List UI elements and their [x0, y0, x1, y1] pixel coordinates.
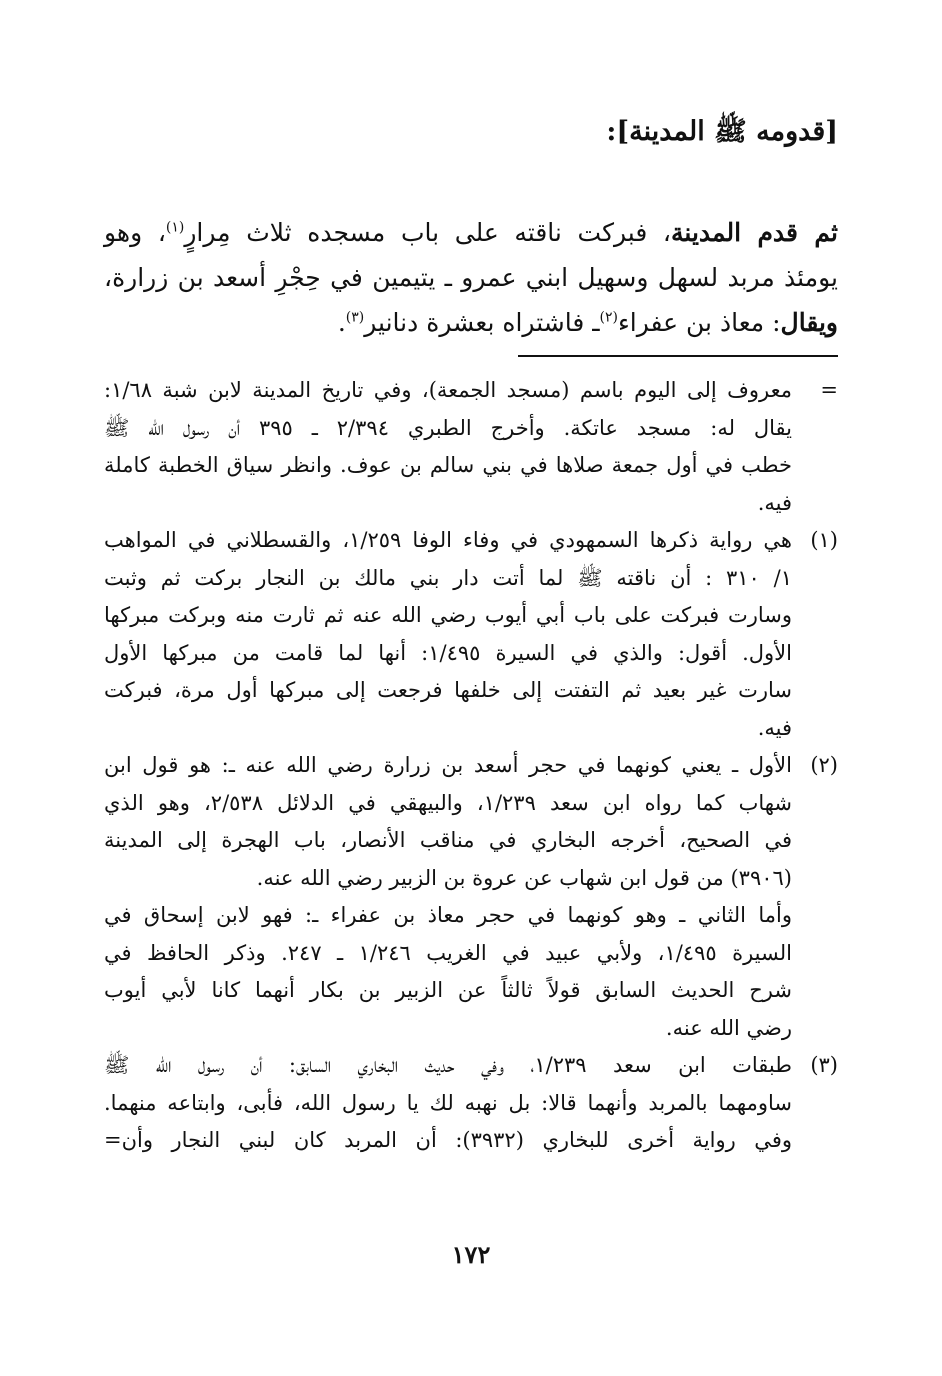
main-text-span: ، وهو	[104, 218, 166, 247]
footnote-marker: (٣)	[810, 1053, 838, 1077]
footnote-2	[104, 747, 838, 1047]
main-text-span: : معاذ بن عفراء	[618, 308, 781, 337]
footnote-line: طبقات ابن سعد ١/٢٣٩، وفي حديث البخاري السابق: أن رسول الله ﷺ	[104, 1053, 792, 1077]
footnote-line: (٣٩٠٦) من قول ابن شهاب عن عروة بن الزبير رضي الله عنه.	[256, 865, 792, 890]
footnote-ref: (١)	[165, 219, 185, 236]
footnote-marker: (١)	[810, 528, 838, 552]
footnote-line: شهاب كما رواه ابن سعد ١/٢٣٩، والبيهقي في الدلائل ٢/٥٣٨، وهو الذي	[104, 790, 792, 815]
footnote-1	[104, 522, 838, 747]
footnote-line: وفي رواية أخرى للبخاري (٣٩٣٢): أن المربد كان لبني النجار وأن=	[104, 1128, 792, 1152]
main-text-span: ـ فاشتراه بعشرة دنانير	[364, 308, 600, 337]
footnote-ref: (٣)	[345, 309, 365, 326]
main-text-span: ، فبركت ناقته على باب مسجده ثلاث مِرارٍ	[184, 218, 671, 247]
footnote-separator	[518, 355, 838, 357]
footnote-line: في الصحيح، أخرجه البخاري في مناقب الأنصار، باب الهجرة إلى المدينة	[104, 828, 792, 852]
footnote-line: رضي الله عنه.	[665, 1015, 792, 1040]
main-text-span: .	[337, 308, 346, 337]
page-number: ١٧٢	[451, 1240, 491, 1269]
bold-phrase: ثم قدم المدينة	[671, 218, 839, 247]
footnote-line: السيرة ١/٤٩٥، ولأبي عبيد في الغريب ١/٢٤٦ ـ ٢٤٧. وذكر الحافظ في	[104, 940, 792, 965]
footnote-line: ١/ ٣١٠ : أن ناقته ﷺ لما أتت دار بني مالك بن النجار بركت ثم وثبت	[104, 565, 792, 590]
footnote-line: معروف إلى اليوم باسم (مسجد الجمعة)، وفي تاريخ المدينة لابن شبة ١/٦٨:	[104, 378, 792, 402]
footnote-line: فيه.	[757, 715, 792, 740]
footnote-line: وأما الثاني ـ وهو كونهما في حجر معاذ بن عفراء ـ: فهو لابن إسحاق في	[104, 903, 792, 927]
section-heading: [قدومه ﷺ المدينة]:	[606, 116, 838, 147]
footnote-line: سارت غير بعيد ثم التفتت إلى خلفها فرجعت إلى مبركها أول مرة، فبركت	[104, 678, 792, 702]
footnote-line: ساومهما بالمربد وأنهما قالا: بل نهبه لك يا رسول الله، فأبى، وابتاعه منهما.	[104, 1090, 792, 1115]
footnote-continuation	[104, 372, 838, 522]
footnote-line: هي رواية ذكرها السمهودي في وفاء الوفا ١/٢٥٩، والقسطلاني في المواهب	[104, 528, 792, 552]
footnote-line: الأول ـ يعني كونهما في حجر أسعد بن زرارة رضي الله عنه ـ: هو قول ابن	[104, 753, 792, 777]
footnote-line: شرح الحديث السابق قولاً ثالثاً عن الزبير بن بكار أنهما كانا لأبي أيوب	[104, 978, 792, 1002]
main-text-span: يومئذ مربد لسهل وسهيل ابني عمرو ـ يتيمين في حِجْرِ أسعد بن زرارة،	[104, 263, 838, 292]
footnote-line: وسارت فبركت على باب أبي أيوب رضي الله عنه ثم ثارت منه وبركت مبركها	[104, 603, 792, 627]
footnotes	[104, 372, 838, 1160]
footnote-3	[104, 1047, 838, 1160]
main-paragraph	[104, 210, 838, 345]
footnote-line: خطب في أول جمعة صلاها في بني سالم بن عوف. وانظر سياق الخطبة كاملة	[104, 453, 792, 477]
main-line	[104, 300, 838, 345]
footnote-ref: (٢)	[599, 309, 619, 326]
footnote-marker: =	[820, 378, 838, 402]
bold-phrase: ويقال	[780, 308, 838, 337]
main-line	[104, 255, 838, 300]
footnote-line: الأول. أقول: والذي في السيرة ١/٤٩٥: أنها لما قامت من مبركها الأول	[104, 640, 792, 665]
main-line	[104, 210, 838, 255]
footnote-line: يقال له: مسجد عاتكة. وأخرج الطبري ٢/٣٩٤ ـ ٣٩٥ أن رسول الله ﷺ	[104, 415, 792, 440]
footnote-line: فيه.	[757, 490, 792, 515]
footnote-marker: (٢)	[810, 753, 838, 777]
